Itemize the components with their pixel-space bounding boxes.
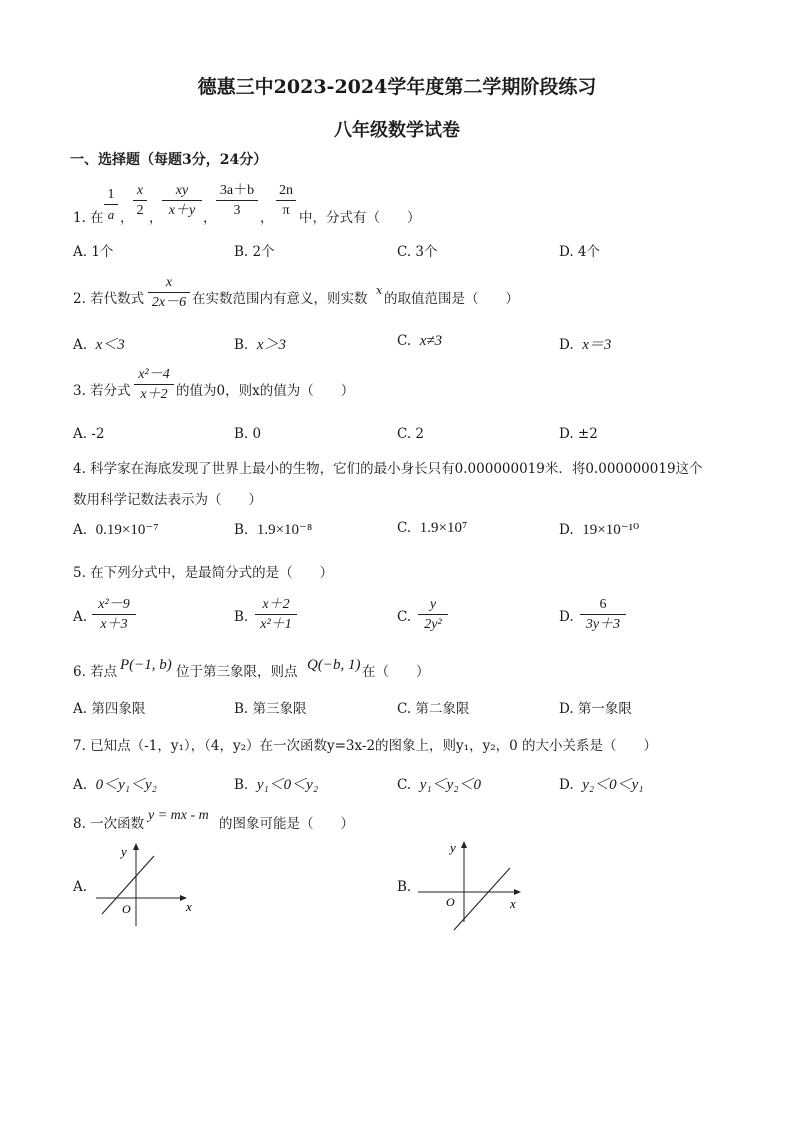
q5-option-b-label[interactable]: B. xyxy=(234,609,249,625)
y-axis-label: y xyxy=(121,844,127,859)
q8-stem-prefix: 8. 一次函数 xyxy=(73,816,145,832)
q4-option-c[interactable]: C. 1.9×10⁷ xyxy=(397,520,468,536)
q1-option-b[interactable]: B. 2个 xyxy=(234,244,275,260)
origin-label: O xyxy=(122,902,131,916)
q8-option-b-graph[interactable] xyxy=(412,836,532,936)
q8-option-a-label[interactable]: A. xyxy=(73,879,88,895)
q6-option-d[interactable]: D. 第一象限 xyxy=(559,701,632,717)
q1-fraction-4: 3a＋b 3 xyxy=(216,182,258,219)
q3-stem-prefix: 3. 若分式 xyxy=(73,383,131,399)
x-axis-label: x xyxy=(510,896,516,911)
q6-stem-mid: 位于第三象限，则点 xyxy=(176,664,298,680)
exam-subtitle: 八年级数学试卷 xyxy=(334,120,460,141)
q1-fraction-1: 1 a xyxy=(104,186,118,223)
q5-option-b-fraction[interactable]: x＋2 x²＋1 xyxy=(255,596,297,633)
q6-option-b[interactable]: B. 第三象限 xyxy=(234,701,307,717)
q4-stem-line2: 数用科学记数法表示为（ ） xyxy=(73,492,262,508)
q2-stem-suffix: 的取值范围是（ ） xyxy=(384,291,519,307)
y-axis-label: y xyxy=(450,840,456,855)
q2-fraction: x 2x－6 xyxy=(148,274,190,311)
q8-expression: y = mx - m xyxy=(148,808,209,823)
q7-option-c[interactable]: C. y₁＜y₂＜0 xyxy=(397,777,481,793)
q3-option-a[interactable]: A. -2 xyxy=(73,426,105,442)
q4-option-d[interactable]: D. 19×10⁻¹⁰ xyxy=(559,522,640,538)
q8-stem-suffix: 的图象可能是（ ） xyxy=(219,816,354,832)
q6-stem-prefix: 6. 若点 xyxy=(73,664,118,680)
x-axis-label: x xyxy=(186,899,192,914)
q6-point-q: Q(−b, 1) xyxy=(307,657,361,673)
q7-stem: 7. 已知点（-1，y₁），（4，y₂）在一次函数y=3x-2的图象上，则y₁，y₂，0 的大小关系是（ ） xyxy=(73,738,657,754)
q8-option-b-label[interactable]: B. xyxy=(397,879,412,895)
q1-option-c[interactable]: C. 3个 xyxy=(397,244,438,260)
q3-option-d[interactable]: D. ±2 xyxy=(559,426,598,442)
q5-stem: 5. 在下列分式中，是最简分式的是（ ） xyxy=(73,565,334,581)
q3-option-c[interactable]: C. 2 xyxy=(397,426,425,442)
q3-stem-suffix: 的值为0，则x的值为（ ） xyxy=(176,383,355,399)
q7-option-a[interactable]: A. 0＜y₁＜y₂ xyxy=(73,777,157,793)
q1-stem-suffix: 中，分式有（ ） xyxy=(299,210,421,226)
exam-page: 德惠三中2023-2024学年度第二学期阶段练习 八年级数学试卷 一、选择题（每题3分，24分） 1. 在 1 a ， x 2 ， xy x＋y ， 3a＋b 3 ， 2n π 中，分式有（ ） A. 1个 B. 2个 C. 3个 D. 4个 2. 若代数式 x 2x－6 在实数范围内有意义，则实数 x 的取值范围是（ ） A. x＜3 B. x＞3 C. x≠3 D. x＝3 3. 若分式 x²－4 x＋2 的值为0，则x的值为（ ） A. -2 B. 0 C. 2 D. ±2 4. 科学家在海底发现了世界上最小的生物，它们的最小身长只有0.000000019米．将0.000000019这个 数用科学记数法表示为（ ） A. 0.19×10⁻⁷ B. 1.9×10⁻⁸ C. 1.9×10⁷ D. 19×10⁻¹⁰ 5. 在下列分式中，是最简分式的是（ ） A. x²－9 x＋3 B. x＋2 x²＋1 C. y 2y² D. 6 3y＋3 6. 若点 P(−1, b) 位于第三象限，则点 Q(−b, 1) 在（ ） A. 第四象限 B. 第三象限 C. 第二象限 D. 第一象限 7. 已知点（-1，y₁），（4，y₂）在一次函数y=3x-2的图象上，则y₁，y₂，0 的大小关系是（ ） A. 0＜y₁＜y₂ B. y₁＜0＜y₂ C. y₁＜y₂＜0 D. y₂＜0＜y₁ 8. 一次函数 y = mx - m 的图象可能是（ ） A. y x O B. y x O xyxy=(0,0,794,1123)
q3-fraction: x²－4 x＋2 xyxy=(134,366,174,403)
q4-stem-line1: 4. 科学家在海底发现了世界上最小的生物，它们的最小身长只有0.000000019米．将0.000000019这个 xyxy=(73,461,703,477)
q1-option-d[interactable]: D. 4个 xyxy=(559,244,601,260)
q4-option-a[interactable]: A. 0.19×10⁻⁷ xyxy=(73,522,159,538)
origin-label: O xyxy=(446,895,455,909)
q5-option-d-label[interactable]: D. xyxy=(559,609,574,625)
q2-option-b[interactable]: B. x＞3 xyxy=(234,337,286,353)
q5-option-c-fraction[interactable]: y 2y² xyxy=(418,596,448,633)
q1-stem-prefix: 1. 在 xyxy=(73,210,104,226)
q2-stem-mid: 在实数范围内有意义，则实数 xyxy=(192,291,368,307)
section-heading: 一、选择题（每题3分，24分） xyxy=(70,152,268,168)
q3-option-b[interactable]: B. 0 xyxy=(234,426,262,442)
q1-fraction-5: 2n π xyxy=(276,182,296,219)
q8-option-a-graph[interactable] xyxy=(90,838,210,928)
q5-option-d-fraction[interactable]: 6 3y＋3 xyxy=(580,596,626,633)
q1-fraction-3: xy x＋y xyxy=(162,182,202,219)
q6-point-p: P(−1, b) xyxy=(120,657,172,673)
q1-option-a[interactable]: A. 1个 xyxy=(73,244,114,260)
q4-option-b[interactable]: B. 1.9×10⁻⁸ xyxy=(234,522,313,538)
q6-option-a[interactable]: A. 第四象限 xyxy=(73,701,146,717)
q1-fraction-2: x 2 xyxy=(133,182,147,219)
exam-title: 德惠三中2023-2024学年度第二学期阶段练习 xyxy=(197,76,597,98)
q6-option-c[interactable]: C. 第二象限 xyxy=(397,701,470,717)
q2-stem-prefix: 2. 若代数式 xyxy=(73,291,145,307)
q2-option-c[interactable]: C. x≠3 xyxy=(397,333,443,349)
q5-option-a-fraction[interactable]: x²－9 x＋3 xyxy=(92,596,136,633)
q2-option-d[interactable]: D. x＝3 xyxy=(559,337,612,353)
function-line xyxy=(454,868,510,930)
q5-option-c-label[interactable]: C. xyxy=(397,609,412,625)
q7-option-d[interactable]: D. y₂＜0＜y₁ xyxy=(559,777,644,793)
q5-option-a-label[interactable]: A. xyxy=(73,609,88,625)
q2-option-a[interactable]: A. x＜3 xyxy=(73,337,125,353)
q7-option-b[interactable]: B. y₁＜0＜y₂ xyxy=(234,777,319,793)
q6-stem-suffix: 在（ ） xyxy=(362,664,430,680)
